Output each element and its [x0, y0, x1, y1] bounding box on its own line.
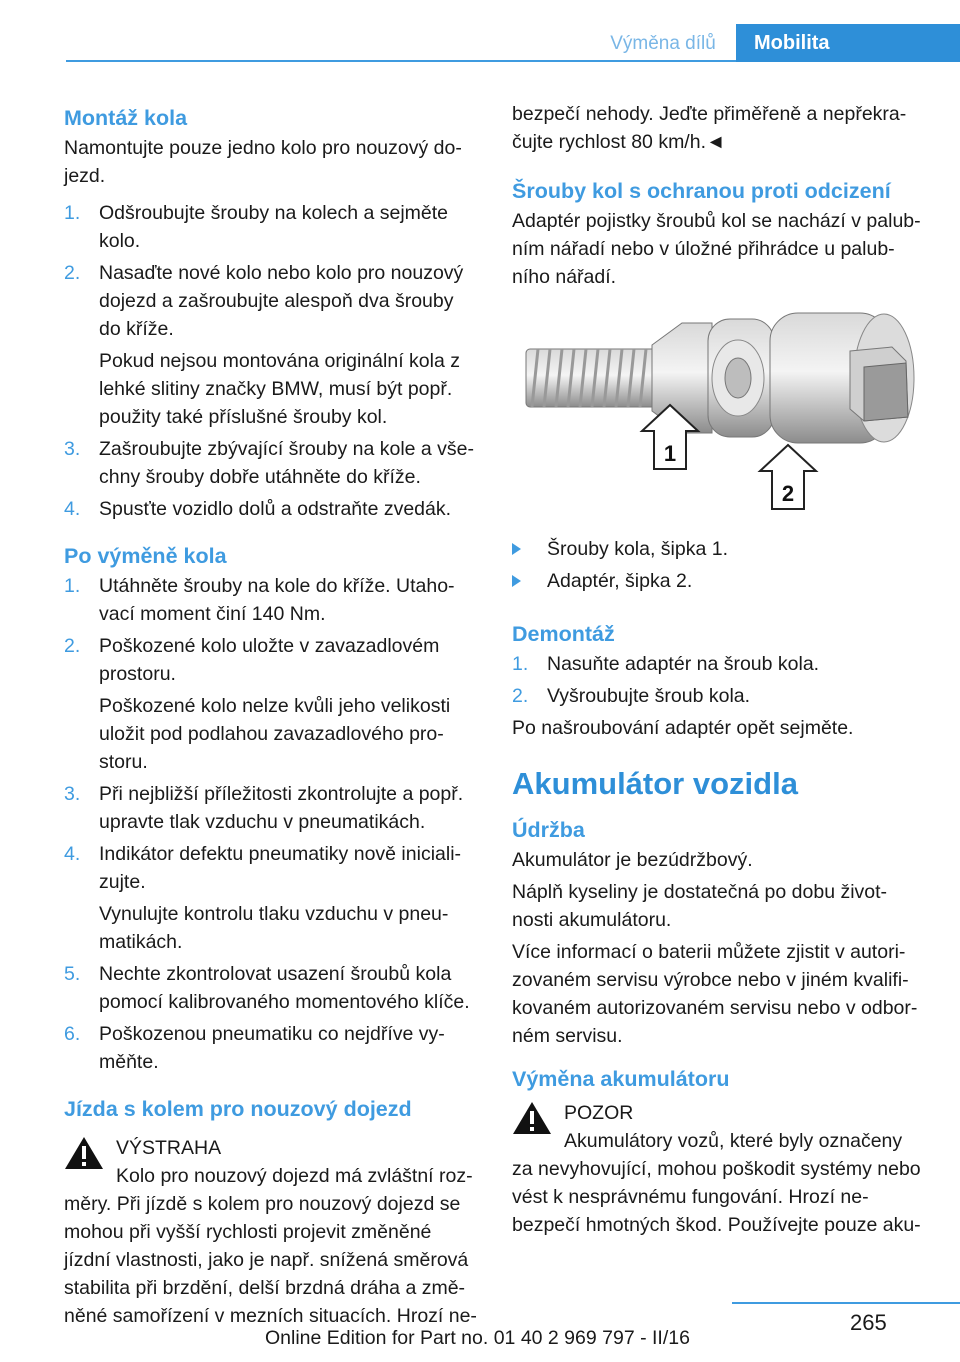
- footer-rule: [732, 1302, 960, 1304]
- battery-heading: Akumulátor vozidla: [512, 766, 798, 801]
- tab-section[interactable]: Mobilita: [736, 24, 960, 62]
- arrow-2-label: 2: [781, 481, 795, 506]
- list-item: [64, 840, 478, 956]
- step-number: 1.: [64, 202, 81, 224]
- battery-replace-heading: Výměna akumulátoru: [512, 1067, 730, 1091]
- list-item: [512, 650, 928, 678]
- list-item: [64, 572, 478, 628]
- after-steps-list: [64, 572, 478, 1076]
- step-text: Poškozenou pneumatiku co nejdříve vy‐měňte.: [99, 1023, 445, 1073]
- figure-legend: [512, 535, 928, 595]
- dismount-heading: Demontáž: [512, 622, 615, 646]
- step-text: Při nejbližší příležitosti zkontrolujte a popř. upravte tlak vzduchu v pneumatikách.: [99, 783, 464, 833]
- step-text: Utáhněte šrouby na kole do kříže. Utaho‐vací moment činí 140 Nm.: [99, 575, 455, 625]
- after-change-heading: Po výměně kola: [64, 544, 227, 568]
- step-text: Indikátor defektu pneumatiky nově iniciali‐zujte.: [99, 843, 462, 893]
- warning-continuation: bezpečí nehody. Jeďte přiměřeně a nepřekra‐čujte rychlost 80 km/h.◄: [512, 103, 907, 153]
- step-number: 2.: [64, 635, 81, 657]
- step-number: 6.: [64, 1023, 81, 1045]
- step-number: 2.: [64, 262, 81, 284]
- step-note: Vynulujte kontrolu tlaku vzduchu v pneu‐matikách.: [99, 903, 449, 953]
- tab-chapter[interactable]: Výměna dílů: [610, 33, 716, 54]
- step-text: Vyšroubujte šroub kola.: [547, 685, 751, 707]
- maintenance-text-2: Náplň kyseliny je dostatečná po dobu život‐nosti akumulátoru.: [512, 881, 888, 931]
- warning-block: [64, 1134, 478, 1330]
- mount-wheel-intro: Namontujte pouze jedno kolo pro nouzový do‐jezd.: [64, 137, 462, 187]
- page-number: 265: [850, 1310, 887, 1335]
- caution-text: Akumulátory vozů, které byly označeny za nevyhovující, mohou poškodit systémy nebo vést k nesprávnému fungování. Hrozí ne‐bezpečí hmotných škod. Používejte pouze aku‐: [512, 1130, 921, 1236]
- locking-bolts-text: Adaptér pojistky šroubů kol se nachází v palub‐ním nářadí nebo v úložné přihrádce u palub‐ního nářadí.: [512, 210, 921, 288]
- step-number: 3.: [64, 438, 81, 460]
- step-text: Spusťte vozidlo dolů a odstraňte zvedák.: [99, 498, 452, 520]
- spare-wheel-heading: Jízda s kolem pro nouzový dojezd: [64, 1097, 412, 1121]
- warning-label: VÝSTRAHA: [116, 1137, 222, 1159]
- step-number: 5.: [64, 963, 81, 985]
- step-number: 4.: [64, 843, 81, 865]
- step-text: Nasuňte adaptér na šroub kola.: [547, 653, 820, 675]
- edition-footer: Online Edition for Part no. 01 40 2 969 797 - II/16: [265, 1327, 690, 1349]
- bullet-text: Adaptér, šipka 2.: [547, 570, 693, 592]
- arrow-1-label: 1: [663, 441, 677, 466]
- list-item: [64, 495, 478, 523]
- step-number: 1.: [512, 653, 529, 675]
- step-text: Odšroubujte šrouby na kolech a sejměte kolo.: [99, 202, 449, 252]
- list-item: [64, 259, 478, 431]
- step-text: Nechte zkontrolovat usazení šroubů kola pomocí kalibrovaného momentového klíče.: [99, 963, 470, 1013]
- list-item: [64, 199, 478, 255]
- list-item: [64, 632, 478, 776]
- bolt-adapter-drawing: [512, 301, 928, 523]
- arrow-2: [760, 445, 816, 509]
- list-item: [512, 682, 928, 710]
- maintenance-heading: Údržba: [512, 818, 585, 842]
- caution-block: [512, 1099, 928, 1239]
- locking-bolts-heading: Šrouby kol s ochranou proti odcizení: [512, 179, 891, 203]
- list-item: [512, 567, 928, 595]
- list-item: [64, 435, 478, 491]
- caution-label: POZOR: [564, 1102, 634, 1124]
- list-item: [512, 535, 928, 563]
- bolt-thread: [526, 349, 656, 407]
- adapter: [770, 313, 914, 443]
- step-number: 3.: [64, 783, 81, 805]
- list-item: [64, 960, 478, 1016]
- left-column: [64, 103, 478, 1330]
- step-number: 2.: [512, 685, 529, 707]
- step-number: 4.: [64, 498, 81, 520]
- bullet-triangle-icon: [512, 543, 521, 555]
- step-number: 1.: [64, 575, 81, 597]
- mount-wheel-heading: Montáž kola: [64, 106, 188, 130]
- step-note: Pokud nejsou montována originální kola z lehké slitiny značky BMW, musí být popř. použity také příslušné šrouby kol.: [99, 350, 460, 428]
- maintenance-text-3: Více informací o baterii můžete zjistit v autori‐zovaném servisu výrobce nebo v jiném kvalifi‐kovaném autorizovaném servisu nebo v odbor‐ném servisu.: [512, 941, 918, 1047]
- bullet-triangle-icon: [512, 575, 521, 587]
- right-column: [512, 100, 928, 1239]
- warning-text: Kolo pro nouzový dojezd má zvláštní roz‐měry. Při jízdě s kolem pro nouzový dojezd se mohou při vyšší rychlosti projevit změněné jízdní vlastnosti, jako je např. snížená směrová stabilita při brzdění, delší brzdná dráha a změ‐něné samořízení v mezních situacích. Hrozí ne‐: [64, 1165, 477, 1327]
- step-text: Nasaďte nové kolo nebo kolo pro nouzový dojezd a zašroubujte alespoň dva šrouby do kříže.: [99, 262, 464, 340]
- step-text: Zašroubujte zbývající šrouby na kole a vše‐chny šrouby dobře utáhněte do kříže.: [99, 438, 475, 488]
- step-note: Poškozené kolo nelze kvůli jeho velikosti uložit pod podlahou zavazadlového pro‐storu.: [99, 695, 451, 773]
- bolt-adapter-illustration: [512, 301, 928, 523]
- warning-triangle-icon: [512, 1101, 552, 1135]
- mount-steps-list: [64, 199, 478, 523]
- dismount-after-text: Po našroubování adaptér opět sejměte.: [512, 717, 854, 739]
- step-text: Poškozené kolo uložte v zavazadlovém prostoru.: [99, 635, 440, 685]
- maintenance-text-1: Akumulátor je bezúdržbový.: [512, 849, 753, 871]
- warning-triangle-icon: [64, 1136, 104, 1170]
- list-item: [64, 1020, 478, 1076]
- list-item: [64, 780, 478, 836]
- bullet-text: Šrouby kola, šipka 1.: [547, 538, 729, 560]
- dismount-steps-list: [512, 650, 928, 710]
